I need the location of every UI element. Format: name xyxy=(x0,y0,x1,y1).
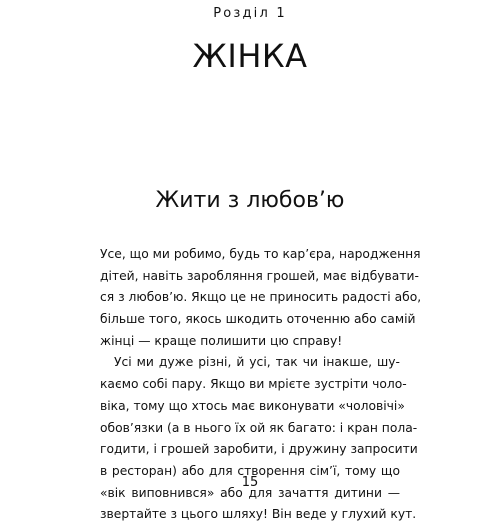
section-title: Жити з любов’ю xyxy=(155,188,345,213)
text-line: Усе, що ми робимо, будь то кар’єра, народження xyxy=(100,247,421,261)
text-line: жінці — краще полишити цю справу! xyxy=(100,333,343,348)
chapter-label: Розділ 1 xyxy=(213,6,287,21)
text-line: каємо собі пару. Якщо ви мрієте зустріти чоло- xyxy=(100,377,407,392)
text-line: в ресторан) або для створення сім’ї, тому що xyxy=(100,463,400,478)
text-line: «вік виповнився» або для зачаття дитини — xyxy=(100,485,400,500)
text-line: більше того, якось шкодить оточенню або самій xyxy=(100,312,416,327)
text-line: годити, і грошей заробити, і дружину запросити xyxy=(100,442,418,457)
text-line: ся з любов’ю. Якщо це не приносить радості або, xyxy=(100,290,422,305)
text-line: обов’язки (а в нього їх ой як багато: і кран пола- xyxy=(100,420,418,435)
text-line: звертайте з цього шляху! Він веде у глухий кут. xyxy=(100,507,417,522)
page-number: 15 xyxy=(241,475,259,490)
text-line: Усі ми дуже різні, й усі, так чи інакше, шу- xyxy=(114,355,400,370)
chapter-title: ЖІНКА xyxy=(192,37,308,75)
text-line: віка, тому що хтось має виконувати «чоловічі» xyxy=(100,398,405,413)
text-line: дітей, навіть заробляння грошей, має відбувати- xyxy=(100,268,419,283)
